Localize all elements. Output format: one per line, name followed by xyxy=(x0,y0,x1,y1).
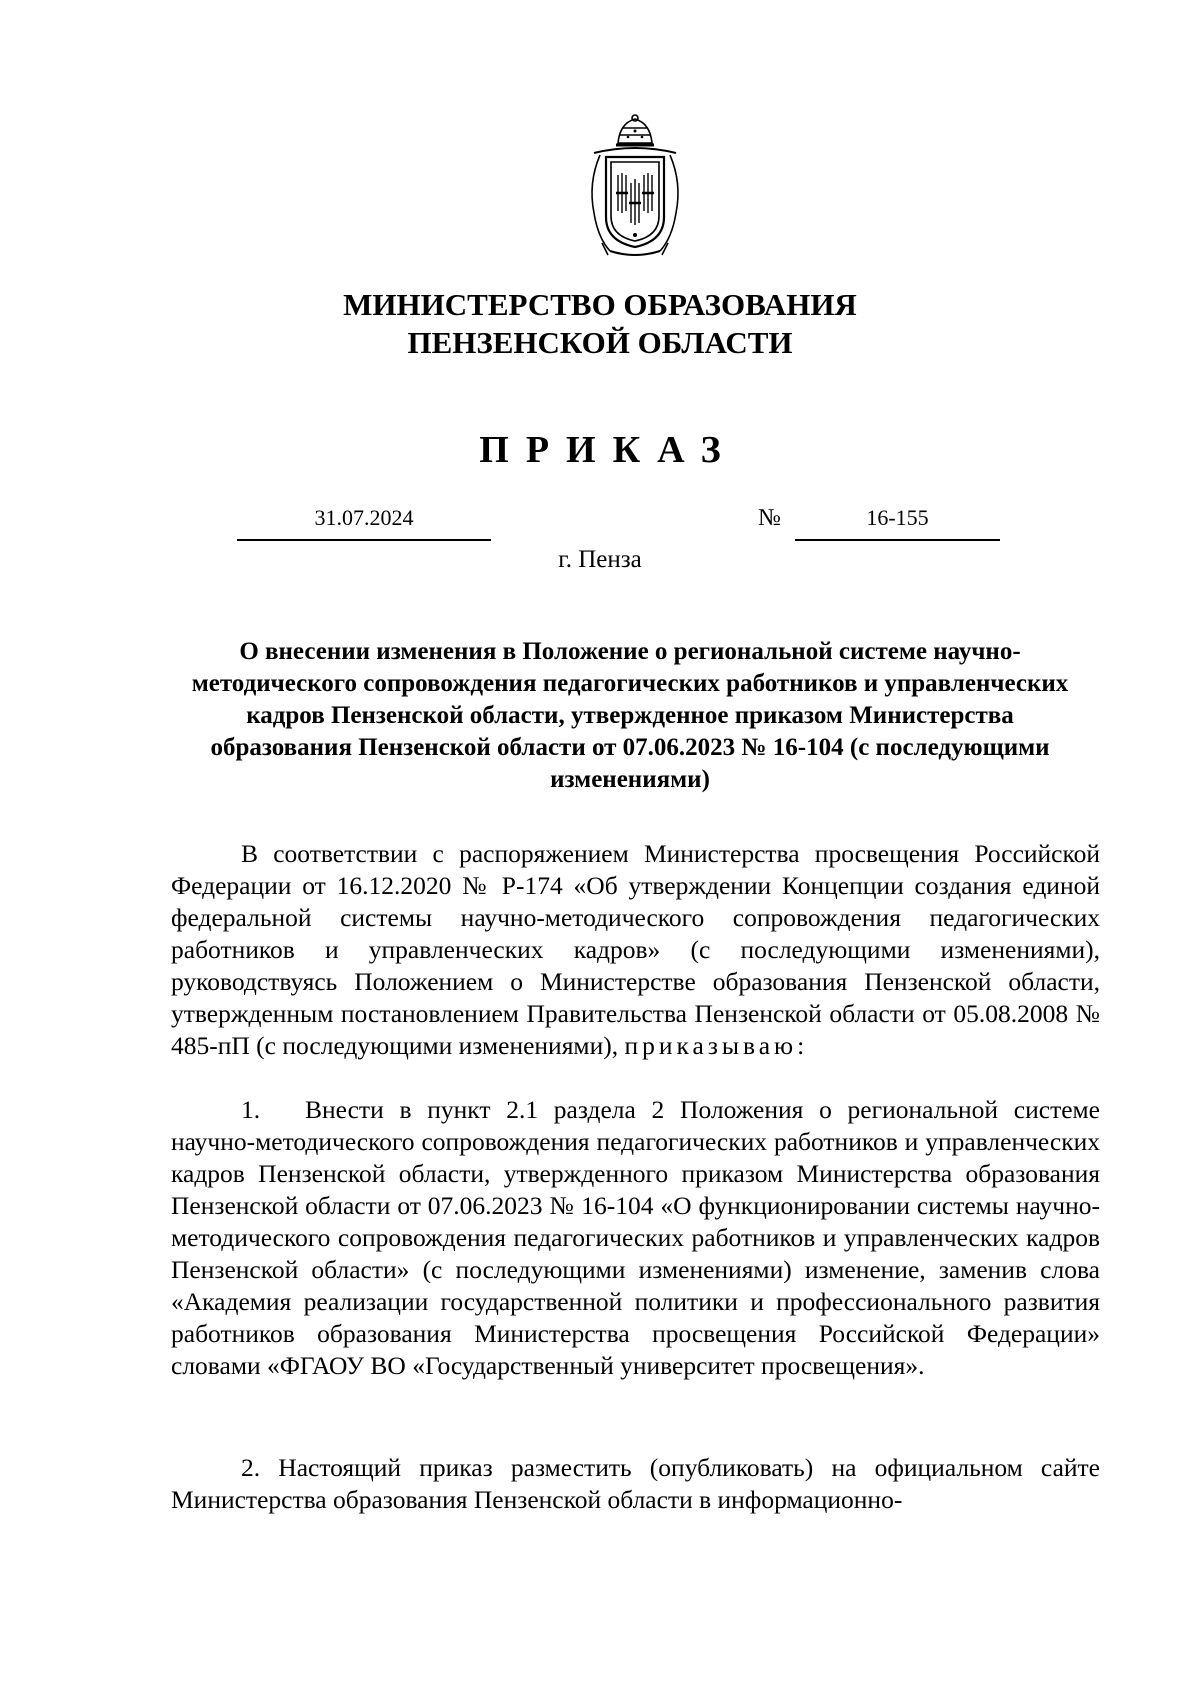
item-1-paragraph xyxy=(171,1094,1100,1382)
preamble-paragraph xyxy=(171,838,1100,1062)
item-1-number: 1. xyxy=(241,1095,261,1124)
order-title: О внесении изменения в Положение о региональной системе научно-методического сопровождения педагогических работников и управленческих кадров Пензенской области, утвержденное приказом Министерства образования Пензенской области от 07.06.2023 № 16-104 (с последующими изменениями) xyxy=(191,638,1069,793)
order-number: 16-155 xyxy=(866,505,929,530)
ministry-name-line2: ПЕНЗЕНСКОЙ ОБЛАСТИ xyxy=(407,325,793,360)
number-sign: № xyxy=(758,505,781,531)
ministry-name-line1: МИНИСТЕРСТВО ОБРАЗОВАНИЯ xyxy=(343,287,857,322)
document-type-heading: ПРИКАЗ xyxy=(479,429,738,471)
preamble-text: В соответствии с распоряжением Министерства просвещения Российской Федерации от 16.12.2020 № Р-174 «Об утверждении Концепции создания единой федеральной системы научно-методического сопровождения педагогических работников и управленческих кадров» (с последующими изменениями), руководствуясь Положением о Министерстве образования Пензенской области, утвержденным постановлением Правительства Пензенской области от 05.08.2008 № 485-пП (с последующими изменениями), xyxy=(171,839,1100,1060)
item-2-paragraph: 2. Настоящий приказ разместить (опубликовать) на официальном сайте Министерства образования Пензенской области в информационно- xyxy=(171,1453,1100,1514)
order-date: 31.07.2024 xyxy=(314,505,414,530)
item-1-text: Внести в пункт 2.1 раздела 2 Положения о региональной системе научно-методического сопровождения педагогических работников и управленческих кадров Пензенской области, утвержденного приказом Министерства образования Пензенской области от 07.06.2023 № 16-104 «О функционировании системы научно-методического сопровождения педагогических работников и управленческих кадров Пензенской области» (с последующими изменениями) изменение, заменив слова «Академия реализации государственной политики и профессионального развития работников образования Министерства просвещения Российской Федерации» словами «ФГАОУ ВО «Государственный университет просвещения». xyxy=(171,1095,1100,1380)
penza-coat-of-arms-icon xyxy=(580,113,690,263)
number-underline xyxy=(795,539,1000,541)
city-name: г. Пенза xyxy=(558,546,642,573)
order-word: приказываю: xyxy=(624,1031,809,1060)
date-underline xyxy=(237,539,491,541)
